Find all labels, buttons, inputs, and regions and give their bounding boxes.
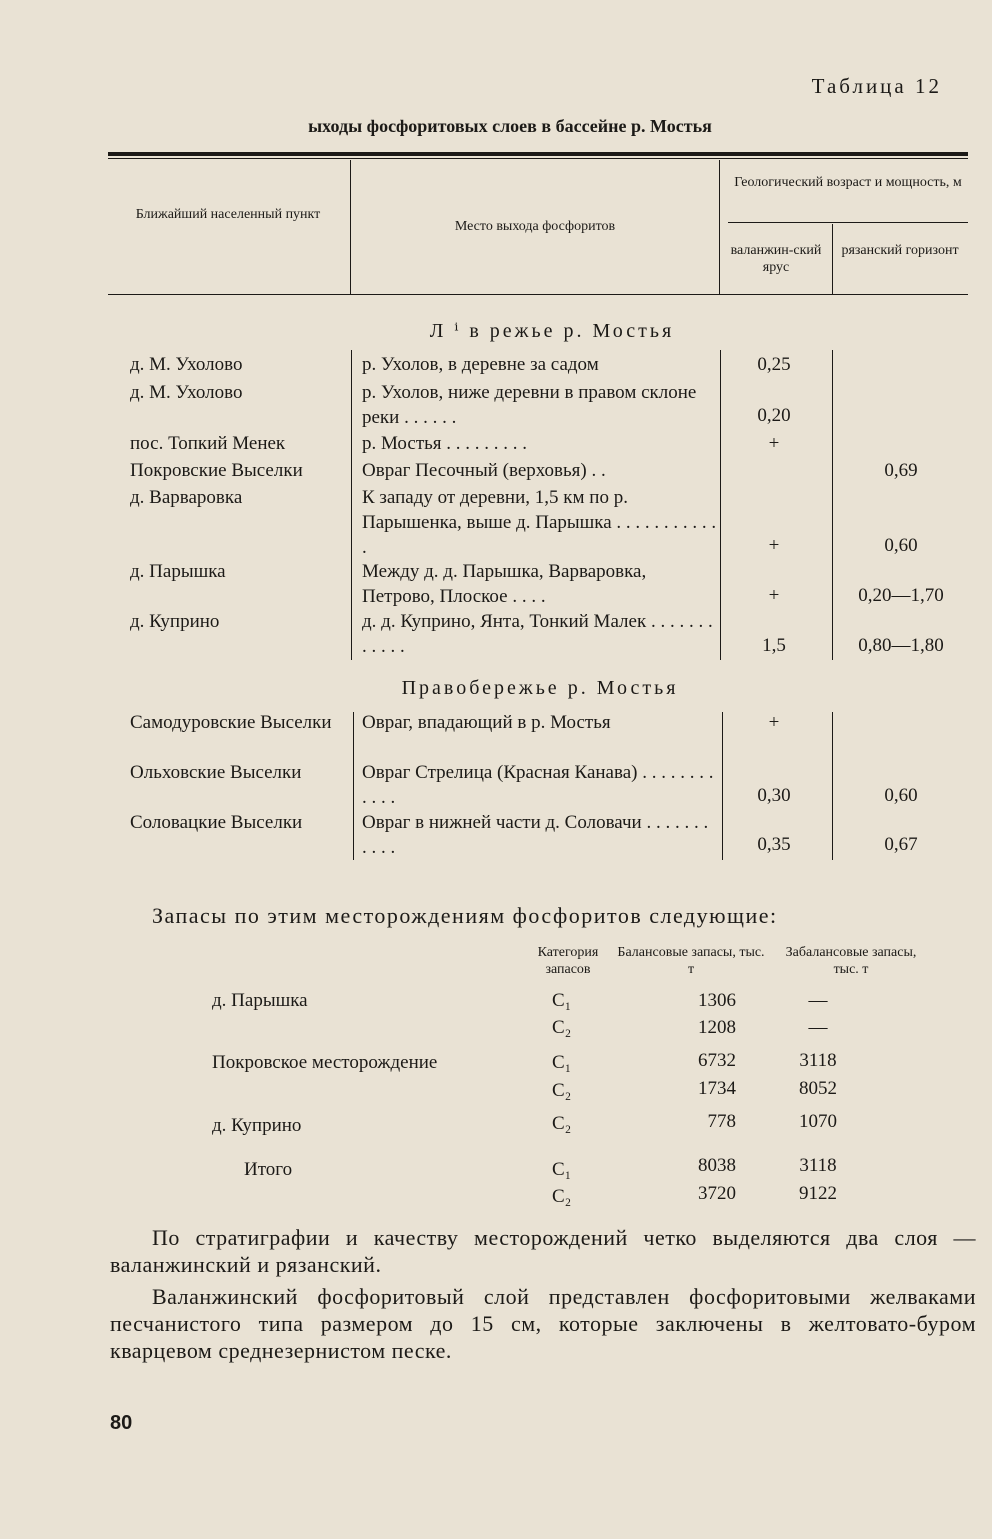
reserve-balance: 6732 [698,1050,736,1071]
reserve-offbalance: 8052 [799,1078,837,1099]
reserve-balance: 1734 [698,1078,736,1099]
reserve-balance: 3720 [698,1183,736,1204]
header-divider-1 [350,160,351,294]
valanzh-cell: 0,30 [757,785,791,806]
settlement-cell: пос. Топкий Менек [130,433,286,454]
valanzh-cell: + [768,712,780,733]
place-cell: Овраг Стрелица (Красная Канава) . . . . . . . . . . . . [362,762,714,808]
header-divider-2 [719,160,720,294]
reserve-category: C₁ [552,990,572,1011]
place-cell: Овраг Песочный (верховья) . . [362,460,606,481]
reserve-offbalance: 3118 [799,1155,837,1176]
reserve-offbalance: 9122 [799,1183,837,1204]
reserve-offbalance: 3118 [799,1050,837,1071]
reserve-offbalance: — [808,990,828,1011]
reserves-header-offbalance: Забалансовые запасы, тыс. т [785,945,917,977]
place-cell: К западу от деревни, 1,5 км по р. Парышенка, выше д. Парышка . . . . . . . . . . . . [362,487,717,558]
settlement-cell: д. М. Ухолово [130,354,243,375]
ryazan-cell: 0,80—1,80 [858,635,944,656]
section-left-bank: Л ⁱ в режье р. Мостья [429,320,675,342]
valanzh-cell: 0,35 [757,834,791,855]
place-cell: Овраг в нижней части д. Соловачи . . . . . . . . . . . [362,812,709,858]
header-subdivider [728,222,968,223]
reserves-header-category: Категория запасов [537,945,599,977]
reserve-balance: 8038 [698,1155,736,1176]
reserve-category: C₂ [552,1017,572,1038]
valanzh-cell: + [768,535,780,556]
ryazan-cell: 0,60 [884,785,918,806]
place-cell: р. Мостья . . . . . . . . . [362,433,528,454]
reserve-balance: 1306 [698,990,736,1011]
settlement-cell: Самодуровские Выселки [130,712,332,733]
header-place: Место выхода фосфоритов [454,219,616,234]
settlement-cell: Соловацкие Выселки [130,812,303,833]
reserves-intro: Запасы по этим месторождениям фосфоритов следующие: [152,903,778,928]
valanzh-cell: 0,20 [757,405,791,426]
header-divider-3 [832,224,833,294]
reserve-category: C₂ [552,1113,572,1134]
valanzh-cell: 1,5 [762,635,786,656]
reserve-name: д. Куприно [212,1115,302,1136]
table-top-rule [108,152,968,156]
settlement-cell: д. М. Ухолово [130,382,243,403]
reserve-category: C₁ [552,1052,572,1073]
ryazan-cell: 0,69 [884,460,918,481]
valanzh-cell: + [768,585,780,606]
paragraph-stratigraphy: По стратиграфии и качеству месторождений четко выделяются два слоя — валанжинский и рязанский. [110,1225,976,1277]
place-cell: р. Ухолов, ниже деревни в правом склоне реки . . . . . . [362,382,697,428]
page-number: 80 [110,1412,133,1434]
table-title: ыходы фосфоритовых слоев в бассейне р. Мостья [308,116,712,136]
ryazan-cell: 0,60 [884,535,918,556]
reserve-offbalance: — [808,1017,828,1038]
body-divider-1b [353,712,354,860]
header-settlement: Ближайший населенный пункт [135,207,321,222]
place-cell: р. Ухолов, в деревне за садом [362,354,599,375]
body-divider-3 [832,350,833,660]
reserve-total-label: Итого [244,1159,293,1180]
settlement-cell: д. Куприно [130,611,220,632]
reserve-category: C₁ [552,1159,572,1180]
reserve-balance: 778 [707,1111,736,1132]
ryazan-cell: 0,20—1,70 [858,585,944,606]
place-cell: д. д. Куприно, Янта, Тонкий Малек . . . . . . . . . . . . [362,611,713,657]
settlement-cell: д. Варваровка [130,487,243,508]
reserves-header-balance: Балансовые запасы, тыс. т [617,945,765,977]
settlement-cell: Ольховские Выселки [130,762,302,783]
reserve-offbalance: 1070 [799,1111,837,1132]
reserve-balance: 1208 [698,1017,736,1038]
place-cell: Овраг, впадающий в р. Мостья [362,712,611,733]
reserve-category: C₂ [552,1080,572,1101]
header-ryazan: рязанский горизонт [841,243,959,258]
body-divider-3b [832,712,833,860]
settlement-cell: д. Парышка [130,561,226,582]
valanzh-cell: + [768,433,780,454]
settlement-cell: Покровские Выселки [130,460,303,481]
header-valanzh: валанжин-ский ярус [730,243,822,275]
header-bottom-rule [108,294,968,295]
table-number: Таблица 12 [811,74,942,98]
table-top-rule-thin [108,158,968,159]
header-age: Геологический возраст и мощность, м [734,175,962,190]
reserve-category: C₂ [552,1186,572,1207]
ryazan-cell: 0,67 [884,834,918,855]
reserve-name: Покровское месторождение [212,1052,438,1073]
body-divider-2 [720,350,721,660]
reserve-name: д. Парышка [212,990,308,1011]
section-right-bank: Правобережье р. Мостья [401,677,679,699]
valanzh-cell: 0,25 [757,354,791,375]
paragraph-valanzh: Валанжинский фосфоритовый слой представлен фосфоритовыми желваками песчанистого типа размером до 15 см, которые заключены в желтовато-буром кварцевом среднезернистом песке. [110,1284,976,1363]
place-cell: Между д. д. Парышка, Варваровка, Петрово, Плоское . . . . [362,561,647,607]
